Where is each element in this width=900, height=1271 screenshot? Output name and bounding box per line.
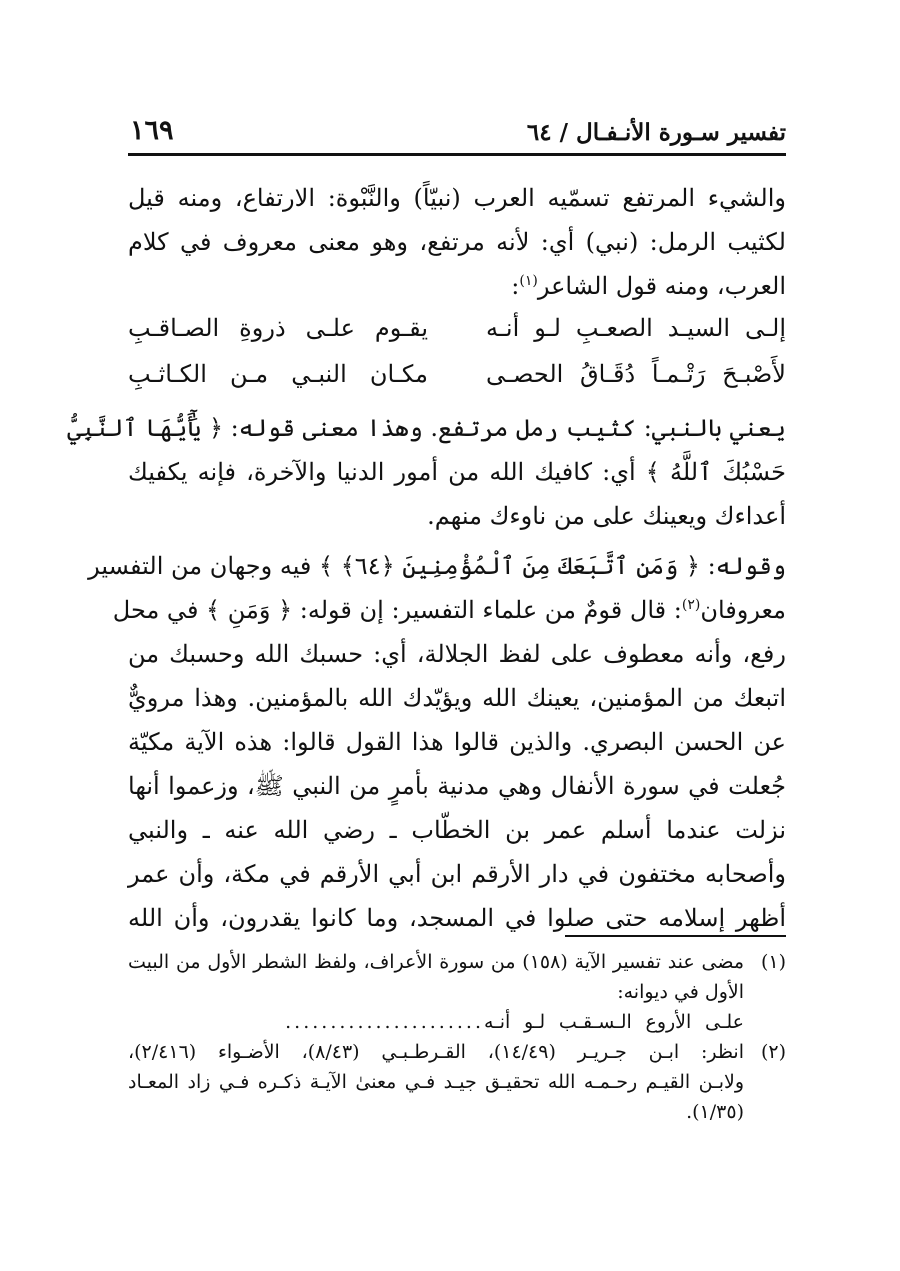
text-span: : قال قومٌ من علماء التفسير: إن قوله: ﴿ وَمَنِ ﴾ في محل: [112, 596, 682, 624]
footnote-rule: [565, 935, 786, 937]
text-line: رفع، وأنه معطوف على لفظ الجلالة، أي: حسبك الله وحسبك من: [128, 640, 786, 668]
text-span: العرب، ومنه قول الشاعر: [537, 272, 786, 300]
text-line: [128, 264, 786, 308]
text-line: حَسْبُكَ ٱللَّهُ ﴾ أي: كافيك الله من أمور الدنيا والآخرة، فإنه يكفيك: [128, 458, 787, 486]
page-number: ١٦٩: [130, 115, 174, 146]
text-line: وأصحابه مختفون في دار الأرقم ابن أبي الأرقم في مكة، وأن عمر: [128, 860, 786, 888]
verse-row: [128, 306, 786, 350]
hemistich-second: يقـوم علـى ذروةِ الصـاقـبِ: [128, 314, 428, 342]
text-line: اتبعك من المؤمنين، يعينك الله ويؤيّدك الله بالمؤمنين. وهذا مرويٌّ: [128, 684, 786, 712]
hemistich-first: لأَصْبـحَ رَتْـمـاً دُقَـاقُ الحصـى: [486, 360, 786, 388]
text-line: لكثيب الرمل: (نبي) أي: لأنه مرتفع، وهو معنى معروف في كلام: [128, 228, 786, 256]
verse-row: [128, 352, 786, 396]
paragraph-1: [128, 176, 786, 308]
text-line: والشيء المرتفع تسمّيه العرب (نبيّاً) والنَّبْوة: الارتفاع، ومنه قيل: [128, 184, 786, 212]
header-rule: [128, 153, 786, 156]
text-line: أظهر إسلامه حتى صلوا في المسجد، وما كانوا يقدرون، وأن الله: [128, 904, 786, 932]
footnote-ref-2[interactable]: (٢): [681, 597, 701, 613]
running-title: تفسير سـورة الأنـفـال / ٦٤: [526, 119, 786, 146]
text-line: نزلت عندما أسلم عمر بن الخطّاب ـ رضي الله عنه ـ والنبي: [128, 816, 786, 844]
footnote-verse: [128, 1007, 786, 1037]
footnote-verse-text: علـى الأروع الـسـقـب لـو أنـه: [484, 1011, 744, 1033]
footnote-1: [128, 947, 786, 977]
text-line: جُعلت في سورة الأنفال وهي مدنية بأمرٍ من النبي ﷺ، وزعموا أنها: [128, 772, 786, 800]
footnote-dots: ......................: [285, 1011, 484, 1033]
footnotes: [128, 947, 786, 1127]
text-line: عن الحسن البصري. والذين قالوا هذا القول قالوا: هذه الآية مكيّة: [128, 728, 786, 756]
text-span: :: [511, 272, 520, 300]
footnote-ref-1[interactable]: (١): [519, 273, 538, 289]
paragraph-3: [88, 544, 786, 940]
hemistich-second: مكـان النبـي مـن الكـاثـبِ: [128, 360, 428, 388]
text-span: معروفان: [700, 596, 786, 624]
page-header: [128, 113, 786, 153]
footnote-line: الأول في ديوانه:: [617, 981, 744, 1003]
footnote-line: (١/٣٥).: [686, 1101, 744, 1123]
footnote-line: ولابـن القيـم رحـمـه الله تحقيـق جيـد فـي معنىٰ الآيـة ذكـره فـي زاد المعـاد: [128, 1071, 744, 1093]
footnote-marker: (١): [760, 951, 786, 973]
paragraph-2: [67, 406, 787, 538]
text-line: يعني بالنبي: كثيب رمل مرتفع. وهذا معنى قوله: ﴿ يَٰٓأَيُّهَا ٱلنَّبِيُّ: [67, 414, 786, 442]
text-line: [112, 588, 786, 632]
footnote-text: انظر: ابـن جـريـر (١٤/٤٩)، القـرطـبـي (٨/٤٣)، الأضـواء (٢/٤١٦)،: [128, 1041, 744, 1063]
hemistich-first: إلـى السيـد الصعـبِ لـو أنـه: [486, 314, 786, 342]
text-line: أعداءك ويعينك على من ناوءك منهم.: [427, 502, 786, 530]
footnote-text: مضى عند تفسير الآية (١٥٨) من سورة الأعراف، ولفظ الشطر الأول من البيت: [128, 951, 745, 973]
text-line: وقوله: ﴿ وَمَنِ ٱتَّبَعَكَ مِنَ ٱلْمُؤْمِنِينَ ﴿٦٤﴾ ﴾ فيه وجهان من التفسير: [88, 552, 786, 580]
footnote-2: [128, 1037, 786, 1067]
footnote-marker: (٢): [760, 1041, 786, 1063]
poetry-verse: [128, 306, 786, 396]
